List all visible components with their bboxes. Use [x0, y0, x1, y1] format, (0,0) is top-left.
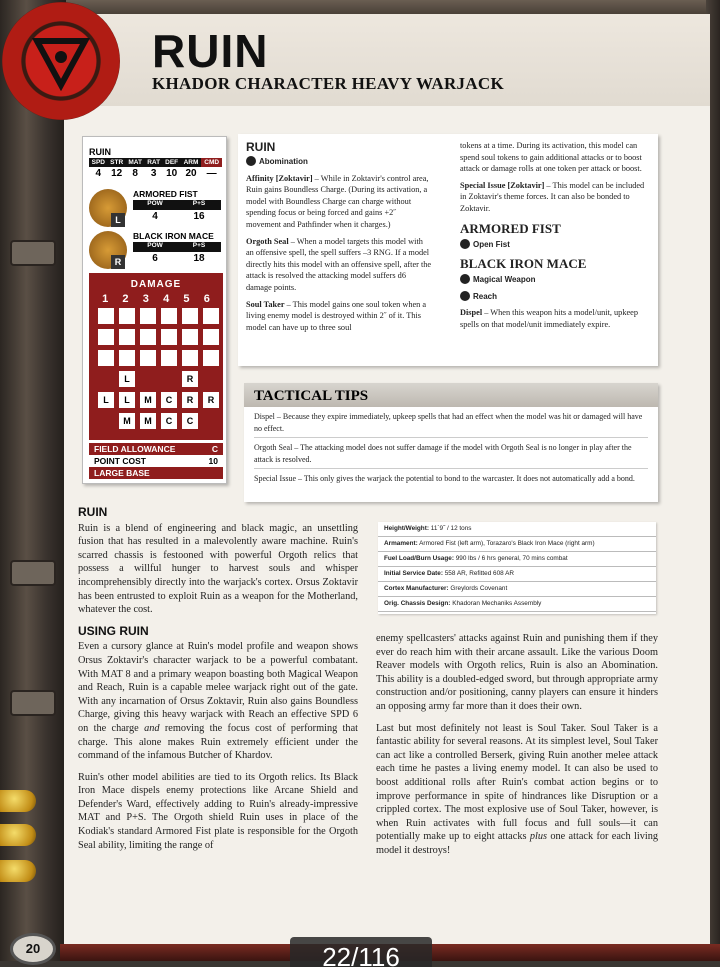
damage-box: [203, 329, 219, 345]
armored-fist-heading: ARMORED FIST: [460, 220, 561, 236]
ps-value: 16: [193, 211, 205, 222]
stat-value: 12: [111, 168, 123, 179]
damage-box: [203, 350, 219, 366]
abilities-column-left: [246, 140, 432, 338]
damage-box: M: [140, 392, 156, 408]
spec-row: Armament: Armored Fist (left arm), Torazaro's Black Iron Mace (right arm): [378, 537, 656, 552]
ability-special-issue: Special Issue [Zoktavir] – This model can be included in Zoktavir's theme forces. It can also be bonded to Zoktavir.: [460, 180, 645, 213]
tactical-tips-title: TACTICAL TIPS: [244, 383, 658, 407]
point-cost-row: [89, 455, 223, 467]
rivet-plate: [10, 560, 56, 586]
stat-value: 10: [166, 168, 178, 179]
open-fist-tag: Open Fist: [460, 239, 650, 251]
damage-box: R: [203, 392, 219, 408]
damage-gap: [98, 413, 114, 429]
lore-paragraph: Ruin is a blend of engineering and black magic, an unsettling fusion that has resulted in a malevolently aware machine. Ruin's scarred chassis is festooned with powerful Orgoth relics that possess a willful hunger to harvest souls and whisper incomprehensibly directly into the warjack's cortex. Orsus Zoktavir has been entrusted to exploit Ruin as a weapon for the Motherland, whatever the cost.: [78, 522, 358, 616]
glowing-vial: [0, 824, 36, 846]
stat-header: RAT: [145, 158, 163, 167]
spec-row: Orig. Chassis Design: Khadoran Mechaniks Assembly: [378, 597, 656, 612]
ability-soul-taker: Soul Taker – This model gains one soul token when a living enemy model is destroyed within 2˝ of it. This model can have up to three soul: [246, 299, 427, 332]
page-title: RUIN: [152, 25, 269, 77]
damage-box: M: [119, 413, 135, 429]
glowing-vial: [0, 790, 36, 812]
stat-header: ARM: [181, 158, 202, 167]
tip-item: Orgoth Seal – The attacking model does not suffer damage if the model with Orgoth Seal is no longer in play after the attack is resolved.: [254, 442, 648, 469]
damage-box: R: [182, 371, 198, 387]
weapon-stat-header: [133, 242, 221, 252]
pow-label: POW: [147, 200, 163, 207]
khador-emblem-icon: [2, 2, 120, 120]
damage-column-number: 1: [102, 293, 109, 305]
point-cost-label: POINT COST: [94, 456, 146, 466]
spec-row: Fuel Load/Burn Usage: 990 lbs / 6 hrs general, 70 mins combat: [378, 552, 656, 567]
tip-item: Dispel – Because they expire immediately, upkeep spells that had an effect when the model was hit or damaged will have no effect.: [254, 411, 648, 438]
damage-box: L: [98, 392, 114, 408]
stat-value: 3: [150, 168, 157, 179]
abilities-panel: [238, 134, 658, 366]
spec-row: Cortex Manufacturer: Greylords Covenant: [378, 582, 656, 597]
field-allowance-label: FIELD ALLOWANCE: [94, 444, 176, 454]
page-subtitle: KHADOR CHARACTER HEAVY WARJACK: [152, 74, 505, 93]
damage-box: C: [182, 413, 198, 429]
damage-column-number: 3: [142, 293, 149, 305]
field-allowance-value: C: [211, 444, 218, 454]
lore-heading: RUIN: [78, 505, 108, 519]
damage-column-number: 4: [163, 293, 170, 305]
specs-table: [378, 522, 656, 614]
point-cost-value: 10: [208, 456, 218, 466]
using-paragraph: enemy spellcasters' attacks against Ruin and punishing them if they ever do reach him with their arcane assault. Like the various Doom Reaver models with Orgoth relics, Ruin is also an Abomination. This ability is a doubled-edged sword, but through appropriate army construction and/or positioning, canny players can ensure it hinders an opposing army far more than it does their own.: [376, 633, 658, 712]
damage-box: [182, 350, 198, 366]
stat-value: 20: [185, 168, 197, 179]
damage-box: R: [182, 392, 198, 408]
using-paragraph: Even a cursory glance at Ruin's model profile and weapon shows Orsus Zoktavir's character warjack to be a powerful combatant. With MAT 8 and a primary weapon boasting both Magical Weapon and Reach, Ruin is a capable melee warjack right out of the gate. With any incarnation of Orsus Zoktavir, Ruin also gains Boundless Charge, giving this heavy warjack with Reach an effective SPD 6 on the charge and removing the focus cost of performing that charge. This alone makes Ruin extremely efficient under the command of the infamous Butcher of Khardov.: [78, 641, 358, 762]
damage-grid-panel: [89, 273, 223, 440]
weapon-name: BLACK IRON MACE: [133, 231, 214, 241]
page-number: 20: [10, 933, 56, 965]
damage-box: [182, 329, 198, 345]
ps-label: P+S: [192, 200, 206, 207]
reach-icon: [460, 291, 470, 301]
soul-taker-continued: tokens at a time. During its activation, this model can spend soul tokens to gain additional attacks or to boost attack or damage rolls at one token per attack or boost.: [460, 141, 642, 174]
damage-box: [161, 329, 177, 345]
damage-box: [161, 308, 177, 324]
stat-header: STR: [108, 158, 126, 167]
weapon-side-badge: R: [111, 255, 125, 269]
tip-item: Special Issue – This only gives the warjack the potential to bond to the warcaster. It does not automatically add a bond.: [254, 474, 635, 483]
weapon-armored-fist: [89, 189, 223, 227]
skull-icon: [246, 156, 256, 166]
damage-column-number: 5: [183, 293, 190, 305]
ability-orgoth-seal: Orgoth Seal – When a model targets this model with an offensive spell, the spell suffers –3 RNG. If a model directly hits this model with an offensive spell, after the attack is resolved the attacking model suffers d6 damage points.: [246, 236, 432, 292]
damage-box: C: [161, 413, 177, 429]
left-frame: [0, 0, 66, 961]
spec-row: Height/Weight: 11´9˝ / 12 tons: [378, 522, 656, 537]
damage-box: [98, 308, 114, 324]
damage-gap: [98, 371, 114, 387]
rivet-plate: [10, 240, 56, 266]
ability-affinity: Affinity [Zoktavir] – While in Zoktavir's control area, Ruin gains Boundless Charge. (During its activation, a model with Boundless Charge can charge without spending focus or being forced and gains +2˝ movement and Pathfinder when it charges.): [246, 173, 429, 229]
damage-gap: [140, 371, 156, 387]
magical-weapon-tag: Magical Weapon: [460, 274, 650, 286]
field-allowance-block: [89, 443, 223, 479]
damage-box: L: [119, 392, 135, 408]
damage-columns: [89, 293, 223, 305]
damage-box: C: [161, 392, 177, 408]
ability-dispel: Dispel – When this weapon hits a model/unit, upkeep spells on that model/unit immediately expire.: [460, 308, 638, 329]
using-paragraph: Last but most definitely not least is Soul Taker. Soul Taker is a fantastic ability for several reasons. At its simplest level, Soul Taker can act like a controlled Berserk, giving Ruin another melee attack each time he pastes a living enemy model. It can also be used to boost additional rolls after Ruin's combat action begins or to improve performance in spite of hindrances like Disruption or a crippled cortex. The most explosive use of Soul Taker, however, is when Ruin activates with full focus and full souls—it can potentially make up to eight attacks plus one attack for each living model it destroys!: [376, 722, 659, 856]
stat-value: —: [206, 168, 217, 179]
using-paragraph: Ruin's other model abilities are tied to its Orgoth relics. Its Black Iron Mace dispels enemy protections like Arcane Shield and Defender's Ward, effectively adding to Ruin's already-impressive MAT and P+S. The Orgoth shield Ruin uses in place of the Kodiak's standard Armored Fist plate is responsible for the Orgoth Seal ability, limiting the range of: [78, 771, 358, 851]
pow-value: 4: [152, 211, 158, 222]
damage-box: [140, 308, 156, 324]
ps-value: 18: [193, 253, 205, 264]
damage-box: [119, 329, 135, 345]
stat-header: DEF: [163, 158, 181, 167]
damage-box: [119, 350, 135, 366]
stat-header: MAT: [126, 158, 145, 167]
open-fist-icon: [460, 239, 470, 249]
damage-title: DAMAGE: [130, 279, 182, 290]
spec-row: Initial Service Date: 558 AR, Refitted 608 AR: [378, 567, 656, 582]
ps-label: P+S: [192, 242, 206, 249]
black-iron-mace-heading: BLACK IRON MACE: [460, 256, 587, 272]
damage-gap: [203, 371, 219, 387]
page-counter-overlay: 22/116: [290, 937, 432, 967]
weapon-stat-header: [133, 200, 221, 210]
weapon-side-badge: L: [111, 213, 125, 227]
damage-box: [98, 350, 114, 366]
card-name: RUIN: [89, 147, 111, 157]
glowing-vial: [0, 860, 36, 882]
body-column-right: [376, 632, 658, 866]
stat-header: CMD: [201, 158, 222, 167]
weapon-black-iron-mace: [89, 231, 223, 269]
magical-weapon-icon: [460, 274, 470, 284]
body-column-left: [78, 506, 358, 860]
damage-gap: [161, 371, 177, 387]
stat-table: [89, 158, 222, 180]
pow-label: POW: [147, 242, 163, 249]
weapon-name: ARMORED FIST: [133, 189, 198, 199]
abomination-tag: Abomination: [246, 156, 432, 168]
tactical-tips-panel: [244, 383, 658, 502]
damage-boxes: [98, 308, 219, 429]
base-size: LARGE BASE: [94, 468, 150, 478]
damage-box: M: [140, 413, 156, 429]
damage-column-number: 2: [122, 293, 129, 305]
damage-box: [140, 329, 156, 345]
damage-box: [98, 329, 114, 345]
using-heading: USING RUIN: [78, 623, 149, 638]
damage-box: [182, 308, 198, 324]
damage-gap: [203, 413, 219, 429]
stat-value: 4: [95, 168, 102, 179]
abilities-column-right: [460, 140, 650, 336]
damage-box: [203, 308, 219, 324]
base-row: [89, 467, 223, 479]
pow-value: 6: [152, 253, 158, 264]
rivet-plate: [10, 690, 56, 716]
reach-tag: Reach: [460, 291, 650, 303]
stat-header: SPD: [89, 158, 108, 167]
stat-value: 8: [132, 168, 138, 179]
stat-card: [82, 136, 227, 484]
damage-box: [140, 350, 156, 366]
damage-column-number: 6: [203, 293, 210, 305]
field-allowance-row: [89, 443, 223, 455]
damage-box: L: [119, 371, 135, 387]
abilities-title: RUIN: [246, 140, 276, 154]
damage-box: [161, 350, 177, 366]
damage-box: [119, 308, 135, 324]
